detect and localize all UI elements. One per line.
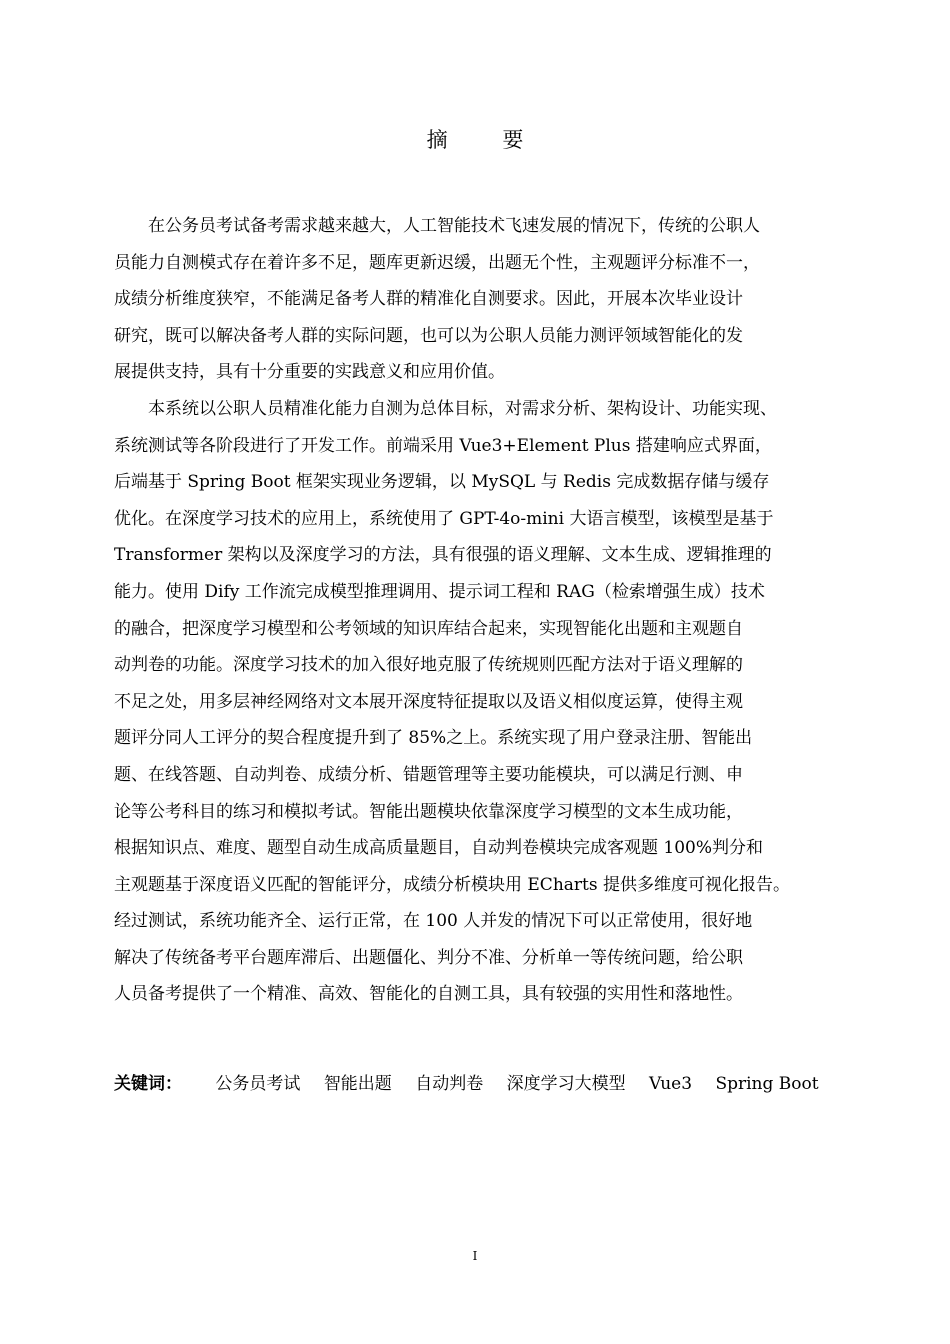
text-line: 论等公考科目的练习和模拟考试。智能出题模块依靠深度学习模型的文本生成功能， [114, 801, 743, 822]
keyword-item: 智能出题 [323, 1074, 392, 1094]
keyword-item: Spring Boot [715, 1074, 819, 1094]
text-line: 根据知识点、难度、题型自动生成高质量题目，自动判卷模块完成客观题 100%判分和 [114, 838, 764, 859]
text-line: 不足之处，用多层神经网络对文本展开深度特征提取以及语义相似度运算，使得主观 [114, 691, 743, 712]
text-line: Transformer 架构以及深度学习的方法，具有很强的语义理解、文本生成、逻辑推理的 [114, 545, 772, 566]
text-line: 本系统以公职人员精准化能力自测为总体目标，对需求分析、架构设计、功能实现、 [148, 398, 777, 419]
text-line: 研究，既可以解决备考人群的实际问题，也可以为公职人员能力测评领域智能化的发 [114, 325, 743, 346]
paragraph-2 [114, 391, 838, 1013]
text-line: 人员备考提供了一个精准、高效、智能化的自测工具，具有较强的实用性和落地性。 [114, 984, 743, 1005]
text-line: 系统测试等各阶段进行了开发工作。前端采用 Vue3+Element Plus 搭建响应式界面， [114, 435, 772, 456]
text-line: 在公务员考试备考需求越来越大，人工智能技术飞速发展的情况下，传统的公职人 [148, 216, 760, 236]
text-line: 展提供支持，具有十分重要的实践意义和应用价值。 [114, 362, 505, 383]
keywords-label: 关键词： [114, 1074, 182, 1094]
text-line: 的融合，把深度学习模型和公考领域的知识库结合起来，实现智能化出题和主观题自 [114, 618, 743, 639]
text-line: 主观题基于深度语义匹配的智能评分，成绩分析模块用 ECharts 提供多维度可视化报告。 [114, 874, 790, 895]
text-line: 解决了传统备考平台题库滞后、出题僵化、判分不准、分析单一等传统问题，给公职 [114, 947, 743, 968]
page-number: I [472, 1249, 478, 1263]
text-line: 题、在线答题、自动判卷、成绩分析、错题管理等主要功能模块，可以满足行测、申 [114, 764, 743, 785]
abstract-body [114, 208, 838, 1013]
abstract-title: 摘 要 [426, 128, 548, 152]
text-line: 员能力自测模式存在着许多不足，题库更新迟缓，出题无个性，主观题评分标准不一， [114, 252, 760, 273]
keyword-item: 深度学习大模型 [506, 1074, 626, 1094]
text-line: 能力。使用 Dify 工作流完成模型推理调用、提示词工程和 RAG（检索增强生成）技术 [114, 581, 765, 602]
paragraph-1 [114, 208, 838, 391]
keywords-line [114, 1066, 874, 1102]
keyword-item: 公务员考试 [215, 1074, 301, 1094]
text-line: 动判卷的功能。深度学习技术的加入很好地克服了传统规则匹配方法对于语义理解的 [114, 655, 743, 676]
text-line: 题评分同人工评分的契合程度提升到了 85%之上。系统实现了用户登录注册、智能出 [114, 728, 753, 749]
keyword-item: Vue3 [649, 1074, 693, 1094]
text-line: 优化。在深度学习技术的应用上，系统使用了 GPT-4o-mini 大语言模型，该模型是基于 [114, 508, 774, 529]
keyword-item: 自动判卷 [415, 1074, 484, 1094]
text-line: 后端基于 Spring Boot 框架实现业务逻辑，以 MySQL 与 Redis 完成数据存储与缓存 [114, 472, 770, 493]
text-line: 经过测试，系统功能齐全、运行正常，在 100 人并发的情况下可以正常使用，很好地 [114, 911, 753, 932]
text-line: 成绩分析维度狭窄，不能满足备考人群的精准化自测要求。因此，开展本次毕业设计 [114, 289, 743, 310]
